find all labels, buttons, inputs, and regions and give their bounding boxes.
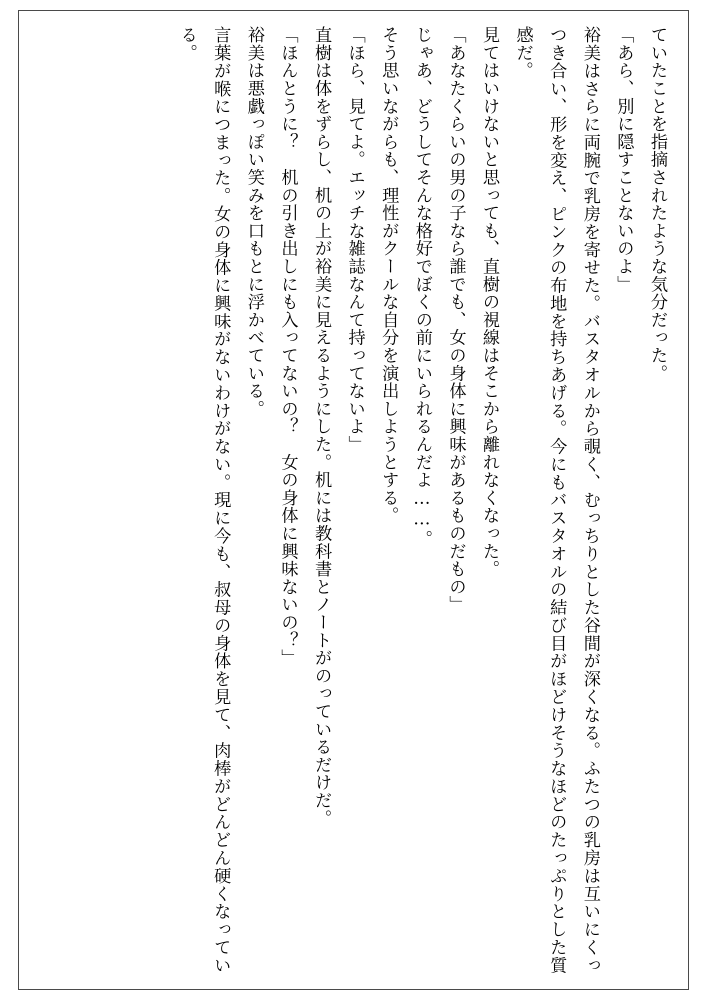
paragraph: 見てはいけないと思っても、直樹の視線はそこから離れなくなった。 [479, 26, 500, 578]
paragraph: 言葉が喉につまった。女の身体に興味がないわけがない。現に今も、叔母の身体を見て、肉棒がどんどん硬くなっている。 [176, 26, 231, 974]
paragraph: 「あら、別に隠すことないのよ」 [613, 26, 634, 293]
paragraph: そう思いながらも、理性がクールな自分を演出しようとする。 [378, 26, 399, 525]
paragraph: 「あなたくらいの男の子なら誰でも、女の身体に興味があるものだもの」 [445, 26, 466, 614]
paragraph: 「ほんとうに？ 机の引き出しにも入ってないの？ 女の身体に興味ないの？」 [277, 26, 298, 667]
paragraph: 「ほら、見てよ。エッチな雑誌なんて持ってないよ」 [344, 26, 365, 454]
paragraph: じゃあ、どうしてそんな格好でぼくの前にいられるんだよ……。 [411, 26, 432, 548]
paragraph: ていたことを指摘されたような気分だった。 [647, 26, 667, 382]
paragraph: 裕美は悪戯っぽい笑みを口もとに浮かべている。 [243, 26, 264, 418]
paragraph: 直樹は体をずらし、机の上が裕美に見えるようにした。机には教科書とノートがのっているだけだ。 [311, 26, 332, 827]
vertical-text-body [34, 26, 673, 974]
paragraph: 裕美はさらに両腕で乳房を寄せた。バスタオルから覗く、むっちりとした谷間が深くなる。ふたつの乳房は互いにくっつき合い、形を変え、ピンクの布地を持ちあげる。今にもバスタオルの結び目がほどけそうなほどのたっぷりとした質感だ。 [512, 26, 600, 974]
